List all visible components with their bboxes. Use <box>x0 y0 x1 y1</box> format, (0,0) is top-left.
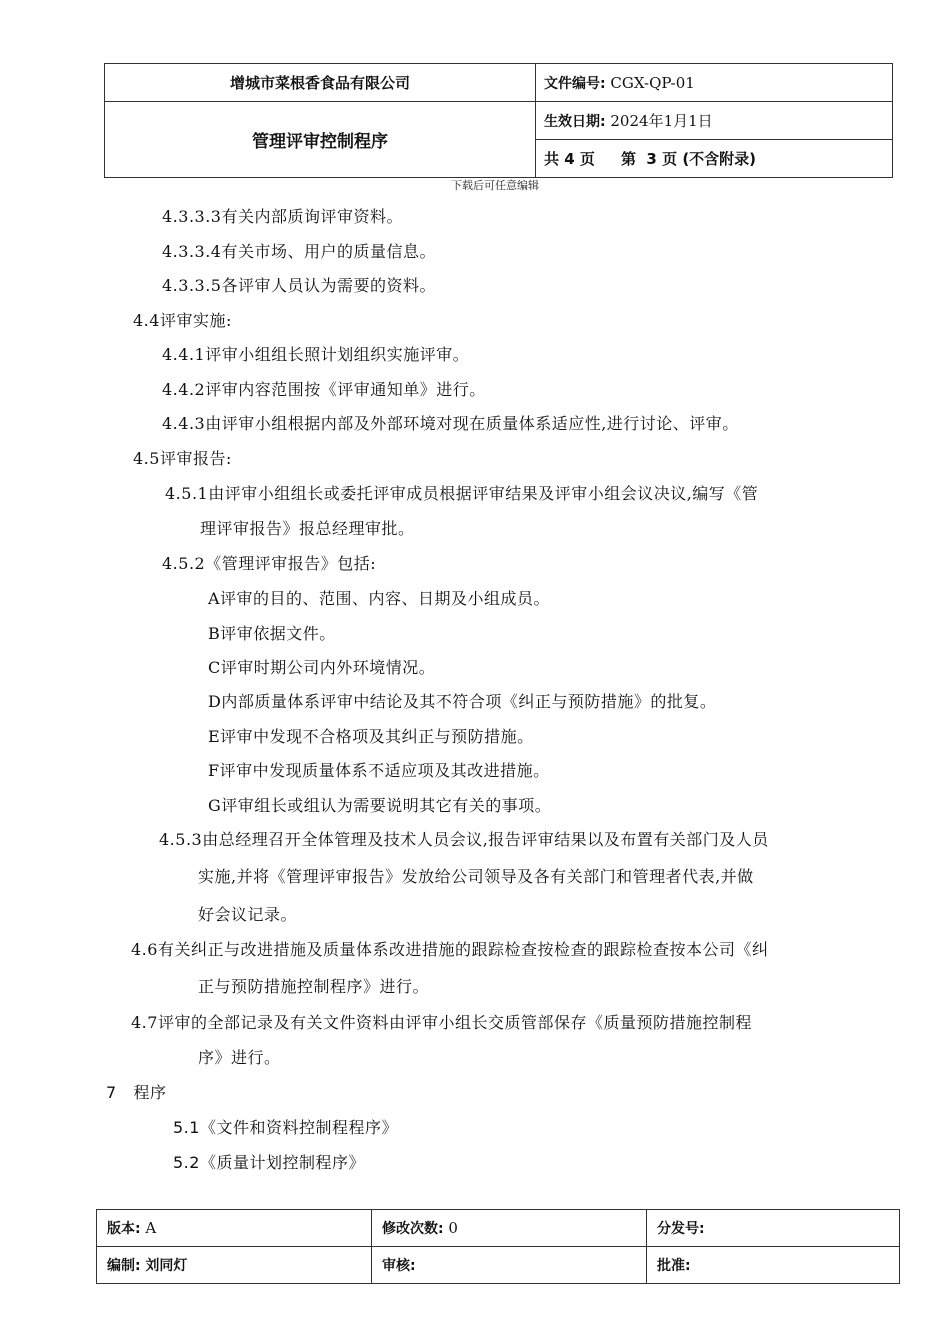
doc-number: 文件编号: CGX-QP-01 <box>536 64 893 102</box>
review-label: 审核 <box>382 1258 410 1274</box>
body-line: 4.3.3.3有关内部质询评审资料。 <box>162 207 403 226</box>
effective-date-label: 生效日期 <box>544 114 600 130</box>
list-item: C评审时期公司内外环境情况。 <box>208 658 436 677</box>
footer-table <box>96 1209 900 1284</box>
list-item: D内部质量体系评审中结论及其不符合项《纠正与预防措施》的批复。 <box>208 692 717 711</box>
section-heading: 4.4评审实施: <box>133 311 232 330</box>
body-line: 4.3.3.5各评审人员认为需要的资料。 <box>162 276 436 295</box>
body-line: 4.4.3由评审小组根据内部及外部环境对现在质量体系适应性,进行讨论、评审。 <box>162 414 739 433</box>
reference-item: 5.2《质量计划控制程序》 <box>173 1153 365 1172</box>
body-line: 4.5.1由评审小组组长或委托评审成员根据评审结果及评审小组会议决议,编写《管 <box>165 484 759 503</box>
list-item: F评审中发现质量体系不适应项及其改进措施。 <box>208 761 550 780</box>
effective-date: 生效日期: 2024年1月1日 <box>536 102 893 140</box>
page-count: 共 4 页 第 3 页 (不含附录) <box>536 140 893 178</box>
company-name: 增城市菜根香食品有限公司 <box>105 64 536 102</box>
body-line: 实施,并将《管理评审报告》发放给公司领导及各有关部门和管理者代表,并做 <box>198 867 754 886</box>
chapter-heading: 7 程序 <box>106 1083 167 1102</box>
body-line: 好会议记录。 <box>198 905 298 924</box>
list-item: G评审组长或组认为需要说明其它有关的事项。 <box>208 796 552 815</box>
section-heading: 4.7评审的全部记录及有关文件资料由评审小组长交质管部保存《质量预防措施控制程 <box>131 1013 752 1032</box>
section-heading: 4.5评审报告: <box>133 449 232 468</box>
version-value: A <box>145 1219 157 1237</box>
section-heading: 4.6有关纠正与改进措施及质量体系改进措施的跟踪检查按检查的跟踪检查按本公司《纠 <box>131 940 769 959</box>
body-line: 4.3.3.4有关市场、用户的质量信息。 <box>162 242 436 261</box>
approve-label: 批准 <box>657 1258 685 1274</box>
version-label: 版本 <box>107 1221 135 1237</box>
editor-cell: 编制: 刘同灯 <box>97 1247 372 1284</box>
download-note: 下载后可任意编辑 <box>451 179 539 192</box>
editor-value: 刘同灯 <box>145 1258 188 1274</box>
editor-label: 编制 <box>107 1258 135 1274</box>
body-line: 4.4.1评审小组组长照计划组织实施评审。 <box>162 345 470 364</box>
review-cell: 审核: <box>372 1247 647 1284</box>
version-cell: 版本: A <box>97 1210 372 1247</box>
body-line: 正与预防措施控制程序》进行。 <box>198 977 430 996</box>
list-item: A评审的目的、范围、内容、日期及小组成员。 <box>208 589 551 608</box>
effective-date-value: 2024年1月1日 <box>610 112 713 130</box>
body-line: 理评审报告》报总经理审批。 <box>200 519 415 538</box>
revision-value: 0 <box>448 1219 458 1237</box>
reference-item: 5.1《文件和资料控制程程序》 <box>173 1118 398 1137</box>
revision-label: 修改次数 <box>382 1221 438 1237</box>
body-line: 4.5.2《管理评审报告》包括: <box>162 554 377 573</box>
distribution-label: 分发号 <box>657 1221 699 1237</box>
document-title: 管理评审控制程序 <box>105 102 536 178</box>
list-item: B评审依据文件。 <box>208 624 336 643</box>
body-line: 4.4.2评审内容范围按《评审通知单》进行。 <box>162 380 486 399</box>
doc-number-value: CGX-QP-01 <box>610 73 695 92</box>
list-item: E评审中发现不合格项及其纠正与预防措施。 <box>208 727 534 746</box>
body-line: 4.5.3由总经理召开全体管理及技术人员会议,报告评审结果以及布置有关部门及人员 <box>159 830 769 849</box>
revision-cell: 修改次数: 0 <box>372 1210 647 1247</box>
doc-number-label: 文件编号 <box>544 75 600 92</box>
approve-cell: 批准: <box>647 1247 900 1284</box>
header-table <box>104 63 893 178</box>
distribution-cell: 分发号: <box>647 1210 900 1247</box>
body-line: 序》进行。 <box>198 1048 281 1067</box>
